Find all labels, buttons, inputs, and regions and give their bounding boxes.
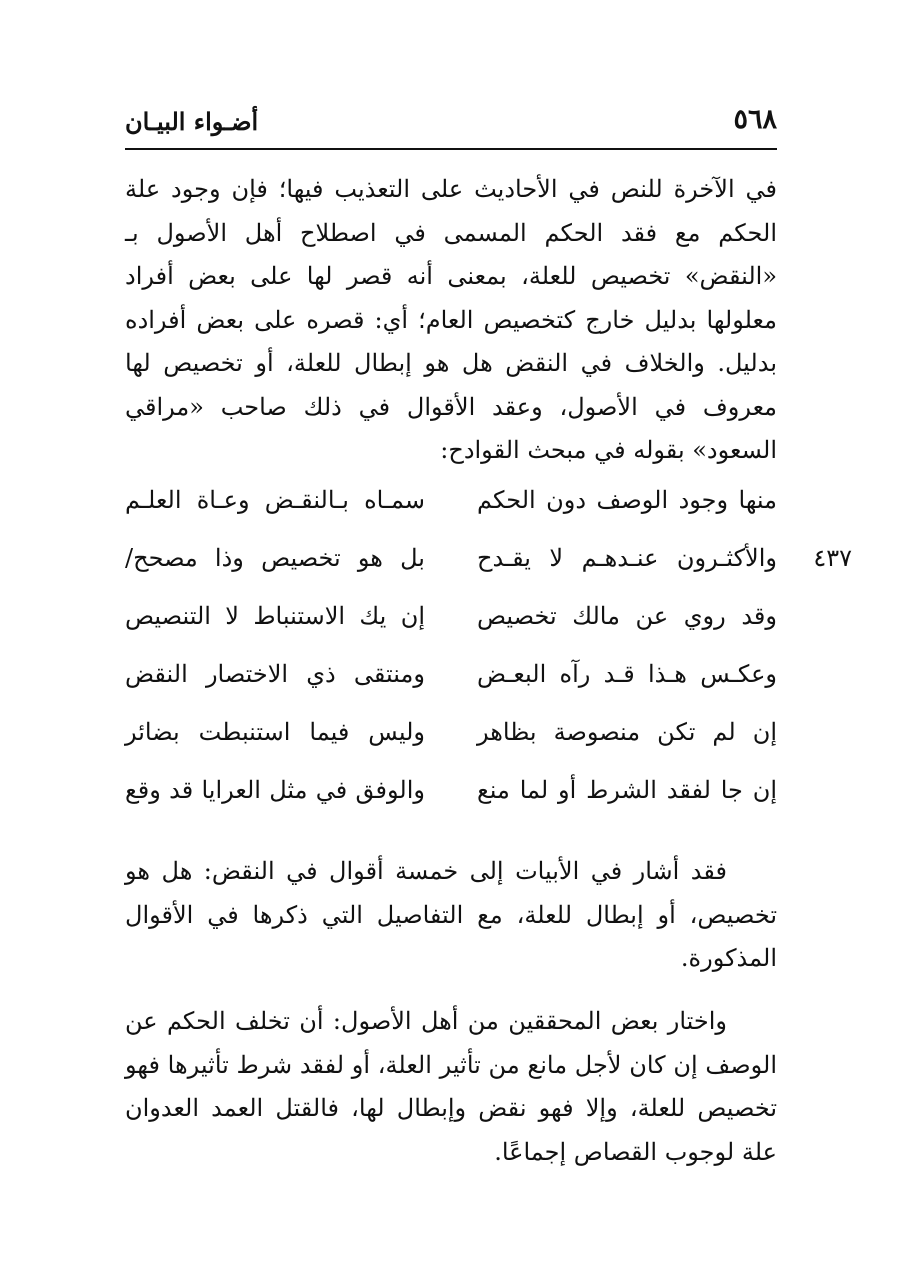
verse-row [125,770,777,828]
verse-first-hemistich: وعكـس هـذا قـد رآه البعـض [477,660,777,688]
verse-first-hemistich: إن لم تكن منصوصة بظاهر [477,718,777,746]
verse-second-hemistich: وليس فيما استنبطت بضائر [125,718,425,746]
poem-verses [125,480,852,828]
paragraph-intro: في الآخرة للنص في الأحاديث على التعذيب فيها؛ فإن وجود علة الحكم مع فقد الحكم المسمى في اصطلاح أهل الأصول بـ «النقض» تخصيص للعلة، بمعنى أنه قصر لها على بعض أفراد معلولها بدليل خارج كتخصيص العام؛ أي: قصره على بعض أفراده بدليل. والخلاف في النقض هل هو إبطال للعلة، أو تخصيص لها معروف في الأصول، وعقد الأقوال في ذلك صاحب «مراقي السعود» بقوله في مبحث القوادح: [125,175,777,464]
verse-second-hemistich: إن يك الاستنباط لا التنصيص [125,602,425,630]
verse-row [125,538,852,596]
page-number: ٥٦٨ [733,104,777,135]
verse-row [125,712,777,770]
verse-row [125,480,777,538]
verse-first-hemistich: إن جا لفقد الشرط أو لما منع [477,776,777,804]
running-title: أضـواء البيـان [125,107,259,136]
verse-second-hemistich: والوفق في مثل العرايا قد وقع [125,776,425,804]
verse-second-hemistich: بل هو تخصيص وذا مصحح/ [125,544,425,572]
verse-first-hemistich: وقد روي عن مالك تخصيص [477,602,777,630]
verse-first-hemistich: منها وجود الوصف دون الحكم [477,486,777,514]
verse-first-hemistich: والأكثـرون عنـدهـم لا يقـدح [477,544,777,572]
verse-second-hemistich: سمـاه بـالنقـض وعـاة العلـم [125,486,425,514]
paragraph-commentary: فقد أشار في الأبيات إلى خمسة أقوال في النقض: هل هو تخصيص، أو إبطال للعلة، مع التفاصيل التي ذكرها في الأقوال المذكورة. [125,857,777,972]
margin-page-marker: ٤٣٧ [813,544,852,572]
page-header [125,100,777,150]
verse-second-hemistich: ومنتقى ذي الاختصار النقض [125,660,425,688]
verse-row [125,654,777,712]
paragraph-conclusion: واختار بعض المحققين من أهل الأصول: أن تخلف الحكم عن الوصف إن كان لأجل مانع من تأثير العلة، أو لفقد شرط تأثيرها فهو تخصيص للعلة، وإلا فهو نقض وإبطال لها، فالقتل العمد العدوان علة لوجوب القصاص إجماعًا. [125,1007,777,1166]
verse-row [125,596,777,654]
